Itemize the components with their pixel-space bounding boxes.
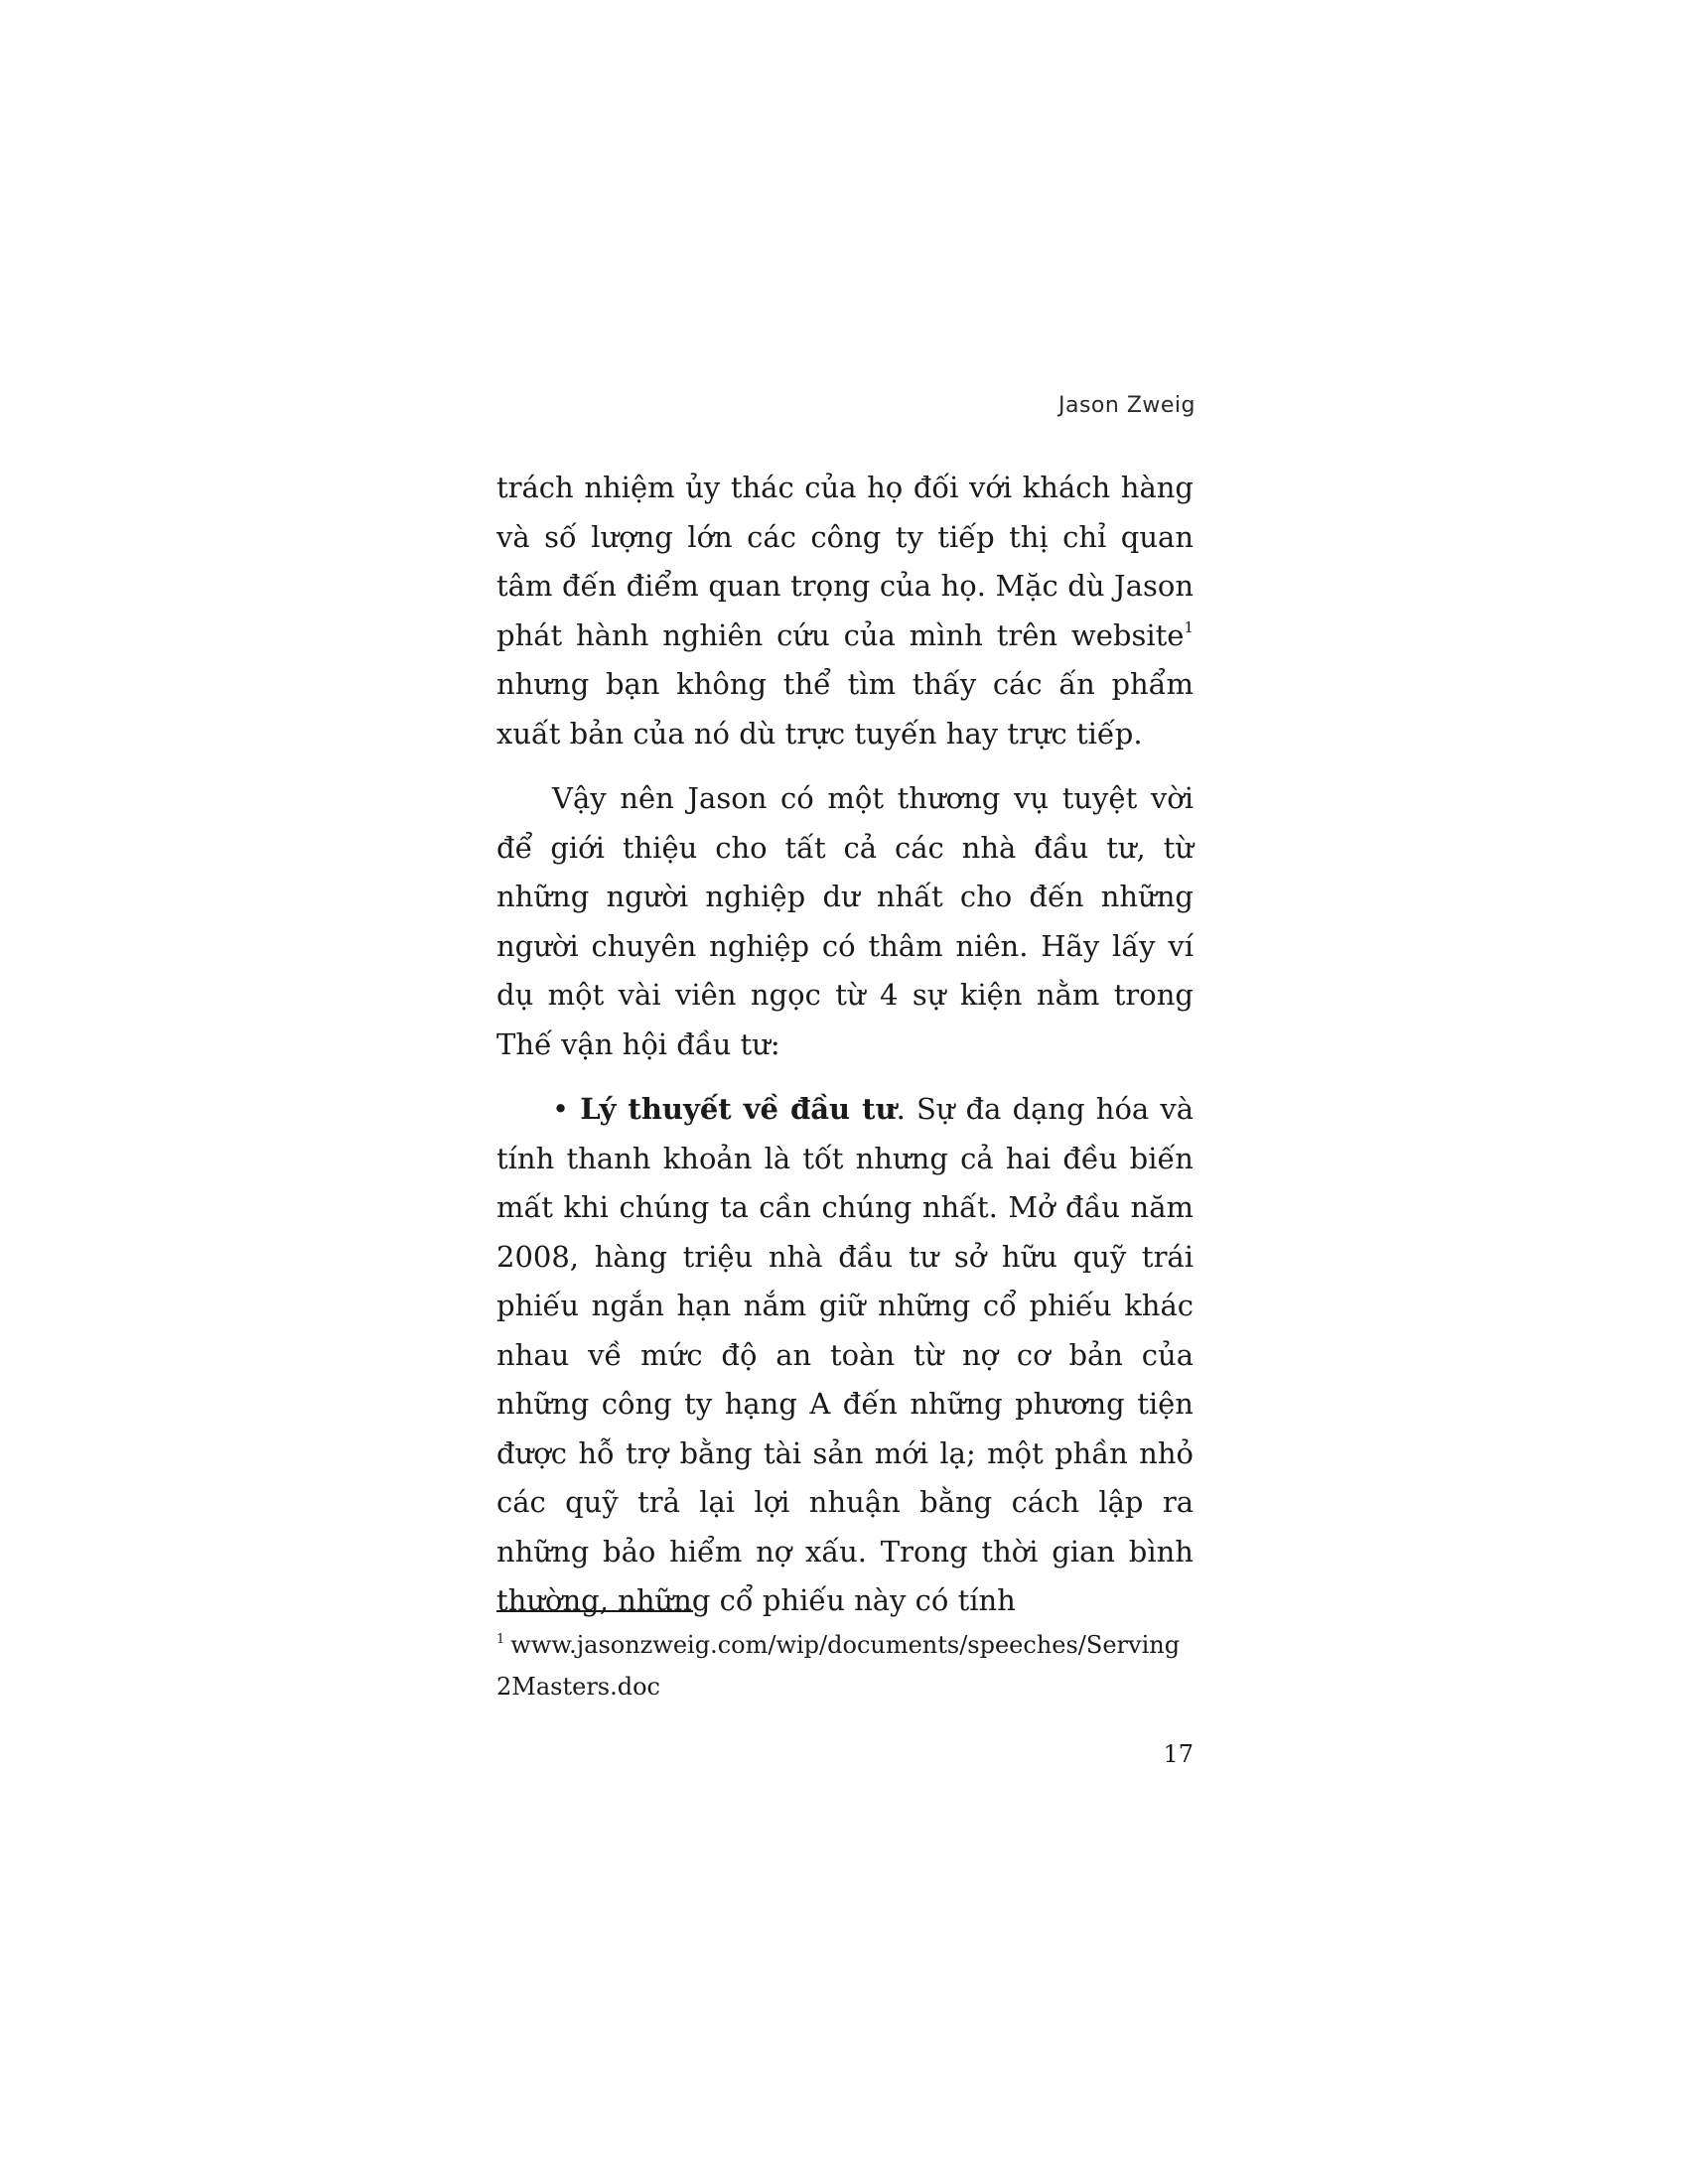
paragraph-3-bullet-item	[496, 1085, 1194, 1626]
footnote	[496, 1624, 1194, 1707]
page-number: 17	[1163, 1740, 1194, 1768]
footnote-marker: 1	[496, 1632, 505, 1647]
paragraph-1	[496, 464, 1194, 758]
running-head: Jason Zweig	[1057, 393, 1196, 418]
body-text	[496, 464, 1194, 1626]
paragraph-1-text-a: trách nhiệm ủy thác của họ đối với khách hàng và số lượng lớn các công ty tiếp thị chỉ quan tâm đến điểm quan trọng của họ. Mặc dù Jason phát hành nghiên cứu của mình trên website	[496, 471, 1194, 652]
paragraph-1-text-b: nhưng bạn không thể tìm thấy các ấn phẩm xuất bản của nó dù trực tuyến hay trực tiếp.	[496, 667, 1194, 751]
bullet-lead-bold: Lý thuyết về đầu tư	[580, 1092, 897, 1126]
paragraph-3-text: . Sự đa dạng hóa và tính thanh khoản là tốt nhưng cả hai đều biến mất khi chúng ta cần chúng nhất. Mở đầu năm 2008, hàng triệu nhà đầu tư sở hữu quỹ trái phiếu ngắn hạn nắm giữ những cổ phiếu khác nhau về mức độ an toàn từ nợ cơ bản của những công ty hạng A đến những phương tiện được hỗ trợ bằng tài sản mới lạ; một phần nhỏ các quỹ trả lại lợi nhuận bằng cách lập ra những bảo hiểm nợ xấu. Trong thời gian bình thường, những cổ phiếu này có tính	[496, 1092, 1194, 1617]
footnote-reference-marker: 1	[1184, 617, 1194, 636]
footnote-text: www.jasonzweig.com/wip/documents/speeches/Serving2Masters.doc	[496, 1631, 1181, 1701]
footnote-divider	[496, 1610, 693, 1612]
bullet-icon: •	[552, 1092, 570, 1126]
paragraph-2: Vậy nên Jason có một thương vụ tuyệt vời để giới thiệu cho tất cả các nhà đầu tư, từ những người nghiệp dư nhất cho đến những người chuyên nghiệp có thâm niên. Hãy lấy ví dụ một vài viên ngọc từ 4 sự kiện nằm trong Thế vận hội đầu tư:	[496, 781, 1194, 1061]
